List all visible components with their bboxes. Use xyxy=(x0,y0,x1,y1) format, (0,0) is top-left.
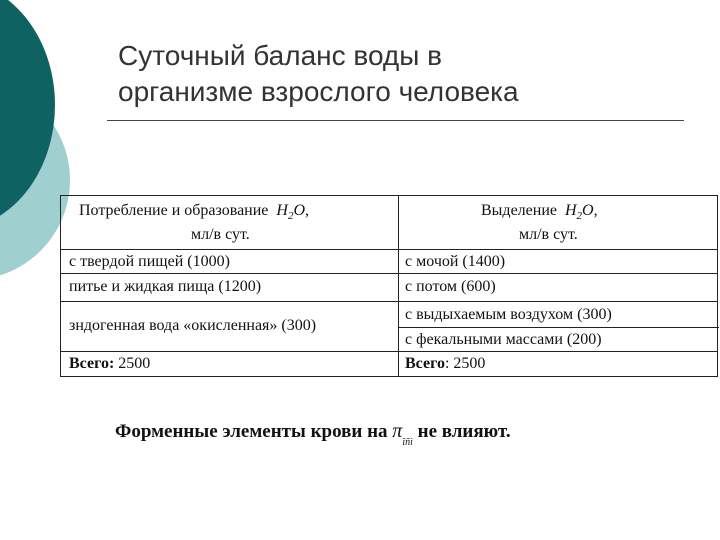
footer-text-end: не влияют. xyxy=(417,421,511,442)
water-formula: $H_2O$ xyxy=(564,202,594,223)
header-excretion-unit: мл/в сут. xyxy=(519,226,578,243)
excretion-row: с потом (600) xyxy=(405,278,496,295)
total-label: Всего xyxy=(405,355,445,372)
water-balance-table xyxy=(60,195,718,377)
slide-title xyxy=(118,38,678,110)
footer-statement xyxy=(115,420,675,448)
excretion-row: с фекальными массами (200) xyxy=(405,331,602,348)
excretion-total xyxy=(405,355,485,373)
total-value: 2500 xyxy=(114,355,151,372)
header-excretion-label: Выделение xyxy=(481,202,557,219)
intake-total xyxy=(69,355,150,373)
intake-row: зндогенная вода «окисленная» (300) xyxy=(69,317,317,334)
row-divider xyxy=(398,327,719,328)
pi-symbol: π xyxy=(392,420,403,442)
excretion-row: с выдыхаемым воздухом (300) xyxy=(405,306,612,323)
row-divider xyxy=(61,273,717,274)
header-consumption-label: Потребление и образование xyxy=(79,202,269,219)
slide-title-line-2: организме взрослого человека xyxy=(118,76,519,107)
row-divider xyxy=(61,249,717,250)
intake-row: с твердой пищей (1000) xyxy=(69,253,230,270)
total-label: Всего: xyxy=(69,355,115,372)
header-consumption-unit: мл/в сут. xyxy=(191,226,250,243)
slide-title-line-1: Суточный баланс воды в xyxy=(118,40,443,71)
row-divider xyxy=(61,351,717,352)
excretion-row: с мочой (1400) xyxy=(405,253,506,270)
intake-row: питье и жидкая пища (1200) xyxy=(69,278,262,295)
total-value: : 2500 xyxy=(444,355,486,372)
pi-subscript: îñì xyxy=(402,437,413,448)
header-consumption: Потребление и образование $H_2O$, xyxy=(79,202,310,223)
column-divider xyxy=(398,196,399,376)
title-divider xyxy=(107,120,684,121)
footer-text-start: Форменные элементы крови на xyxy=(115,421,393,442)
water-formula: $H_2O$ xyxy=(276,202,306,223)
header-excretion: Выделение $H_2O$, xyxy=(481,202,598,223)
row-divider xyxy=(61,301,717,302)
